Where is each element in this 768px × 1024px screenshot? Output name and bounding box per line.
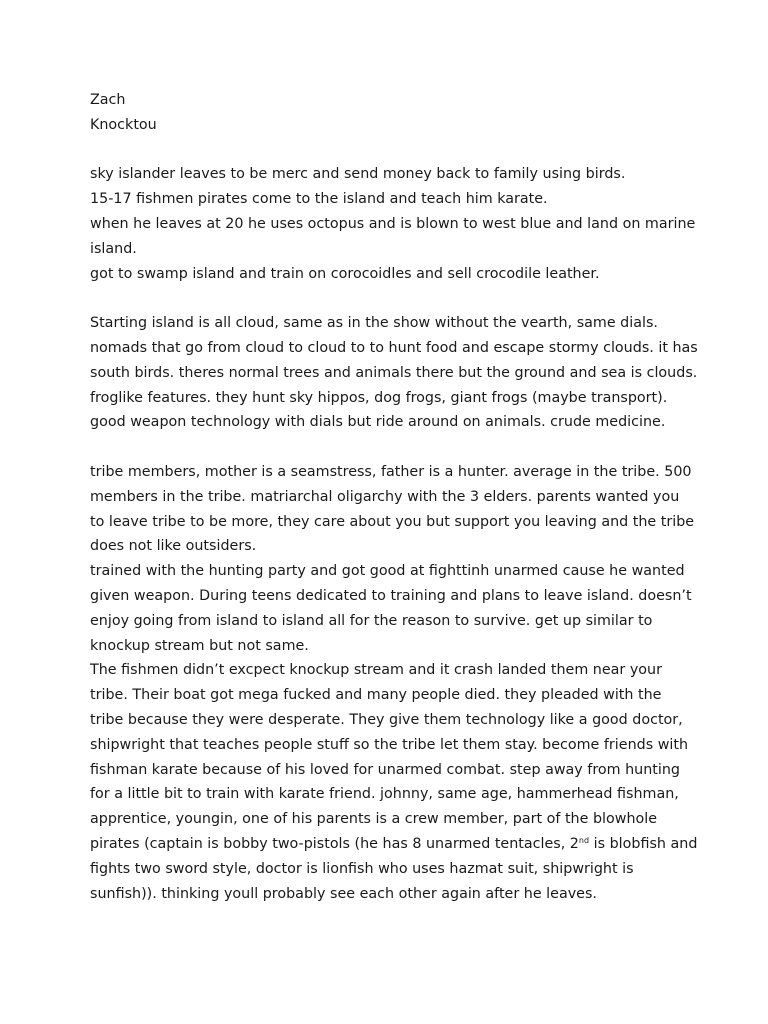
text-line: good weapon technology with dials but ride around on animals. crude medicine. [90, 414, 666, 431]
text-line: fights two sword style, doctor is lionfish who uses hazmat suit, shipwright is [90, 860, 634, 877]
text-line: trained with the hunting party and got good at fighttinh unarmed cause he wanted [90, 563, 685, 580]
text-line: Starting island is all cloud, same as in the show without the vearth, same dials. [90, 315, 658, 332]
text-line: enjoy going from island to island all for the reason to survive. get up similar to [90, 612, 653, 629]
text-line: got to swamp island and train on corocoidles and sell crocodile leather. [90, 265, 600, 282]
author-first-name: Zach [90, 92, 126, 108]
document-body [90, 88, 698, 906]
ordinal-superscript: nd [578, 835, 590, 845]
text-line: sky islander leaves to be merc and send money back to family using birds. [90, 166, 626, 183]
text-line: for a little bit to train with karate friend. johnny, same age, hammerhead fishman, [90, 786, 679, 803]
text-line: apprentice, youngin, one of his parents is a crew member, part of the blowhole [90, 811, 658, 828]
text-line: sunfish)). thinking youll probably see each other again after he leaves. [90, 885, 597, 902]
text-line: knockup stream but not same. [90, 637, 309, 654]
text-segment: pirates (captain is bobby two-pistols (he has 8 unarmed tentacles, 2 [90, 835, 579, 852]
text-line: fishman karate because of his loved for unarmed combat. step away from hunting [90, 761, 680, 778]
text-line: tribe. Their boat got mega fucked and many people died. they pleaded with the [90, 687, 662, 704]
text-line: when he leaves at 20 he uses octopus and is blown to west blue and land on marine [90, 215, 696, 232]
text-line: south birds. theres normal trees and animals there but the ground and sea is clouds. [90, 364, 698, 381]
text-line: nomads that go from cloud to cloud to to hunt food and escape stormy clouds. it has [90, 339, 698, 356]
text-line-with-superscript [90, 832, 698, 857]
blank-line [90, 286, 690, 311]
text-line: The fishmen didn’t excpect knockup stream and it crash landed them near your [90, 662, 662, 679]
author-last-name: Knocktou [90, 116, 157, 133]
text-line: island. [90, 240, 137, 257]
text-line: froglike features. they hunt sky hippos, dog frogs, giant frogs (maybe transport). [90, 389, 668, 406]
text-line: tribe members, mother is a seamstress, father is a hunter. average in the tribe. 500 [90, 463, 692, 480]
text-line: 15-17 fishmen pirates come to the island and teach him karate. [90, 191, 548, 208]
text-line: does not like outsiders. [90, 538, 257, 555]
blank-line [90, 138, 690, 163]
text-line: members in the tribe. matriarchal oligarchy with the 3 elders. parents wanted you [90, 488, 680, 505]
text-segment: is blobfish and [589, 835, 698, 852]
text-line: tribe because they were desperate. They give them technology like a good doctor, [90, 711, 683, 728]
text-line: to leave tribe to be more, they care about you but support you leaving and the tribe [90, 513, 695, 530]
text-line: shipwright that teaches people stuff so the tribe let them stay. become friends with [90, 736, 689, 753]
blank-line [90, 435, 690, 460]
text-line: given weapon. During teens dedicated to training and plans to leave island. doesn’t [90, 587, 692, 604]
